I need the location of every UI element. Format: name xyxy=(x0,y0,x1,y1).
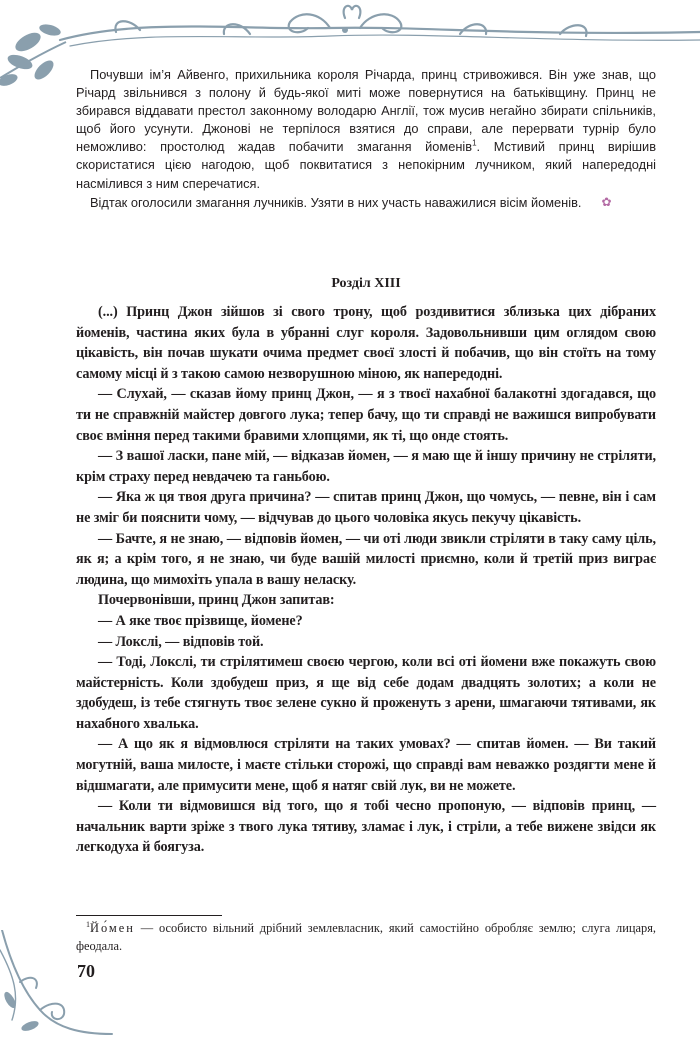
intro-paragraph: Відтак оголосили змагання лучників. Узяти в них участь наважилися вісім йоменів. ✿ xyxy=(90,194,612,210)
story-paragraph: — Локслі, — відповів той. xyxy=(98,633,264,650)
story-paragraph: — З вашої ласки, пане мій, — відказав йомен, — я маю ще й іншу причину не стріляти, крім страху перед невдачею та ганьбою. xyxy=(76,448,656,485)
footnote-mark: 1 xyxy=(86,919,90,929)
footnote xyxy=(76,920,656,955)
footnote-divider xyxy=(76,915,222,916)
footnote-reference[interactable]: 1 xyxy=(472,139,477,149)
intro-text xyxy=(76,66,656,212)
story-paragraph: — Тоді, Локслі, ти стрілятимеш своєю чергою, коли всі оті йомени вже покажуть свою майстерність. Коли здобудеш приз, я ще від себе додам двадцять золотих; а коли не здобудеш, із тебе стягнуть твоє зелене сукно й проженуть з арени, шмагаючи тятивами, як нахабного хвалька. xyxy=(76,654,656,732)
story-paragraph: — Коли ти відмовишся від того, що я тобі чесно пропоную, — відповів принц, — начальник варти зріже з твого лука тятиву, зламає і лук, і стріли, а тебе вижене звідси як легкодуха й боягуза. xyxy=(76,798,656,856)
story-paragraph: — Слухай, — сказав йому принц Джон, — я з твоєї нахабної балакотні здогадався, що ти не справжній майстер довгого лука; тепер бачу, що ти справді не важишся випробувати своє вміння перед такими бравими хлопцями, як ті, що онде стоять. xyxy=(76,386,656,444)
intro-paragraph: Почувши ім’я Айвенго, прихильника короля Річарда, принц стривожився. Він уже знав, що Річард звільнився з полону й будь-якої миті може повернутися на батьківщину. Принц не збирався віддавати престол законному володарю Англії, тож мусив негайно збирати спільників, щоб його усунути. Джонові не терпілося взятися до справи, але перервати турнір було неможливо: простолюд жадав побачити змагання йоменів$^1$. Мстивий принц вирішив скористатися цією нагодою, щоб поквитатися з непокірним лучником, який напередодні насмілився з ним сперечатися. xyxy=(76,67,657,191)
story-paragraph: (...) Принц Джон зійшов зі свого трону, щоб роздивитися зблизька цих дібраних йоменів, частина яких була в убранні слуг короля. Задовольнивши цим оглядом свою цікавість, він почав шукати очима предмет своєї злості й побачив, що він стоїть на тому самому місці й з такою самою незворушною міною, як напередодні. xyxy=(76,304,656,382)
footnote-term: Йо́мен xyxy=(90,921,135,935)
story-paragraph: — А яке твоє прізвище, йомене? xyxy=(98,612,303,629)
page-number: 70 xyxy=(77,961,95,981)
bottom-floral-ornament xyxy=(0,930,120,1037)
story-paragraph: Почервонівши, принц Джон запитав: xyxy=(98,592,335,609)
story-paragraph: — А що як я відмовлюся стріляти на таких умовах? — спитав йомен. — Ви такий могутній, ваша милосте, і маєте стільки сторожі, що справді вам неважко роздягти мене й відшмагати, але примусити мене, щоб я натяг свій лук, ви не можете. xyxy=(76,736,656,794)
story-paragraph: — Бачте, я не знаю, — відповів йомен, — чи оті люди звикли стріляти в таку саму ціль, як я; а крім того, я не знаю, чи буде вашій милості приємно, коли й третій приз виграє людина, що мимохіть упала в вашу неласку. xyxy=(76,530,656,588)
story-text xyxy=(76,302,656,858)
chapter-title: Розділ XIII xyxy=(331,276,401,291)
footnote-definition: — особисто вільний дрібний землевласник, який самостійно обробляє землю; слуга лицаря, феодала. xyxy=(76,921,656,953)
story-paragraph: — Яка ж ця твоя друга причина? — спитав принц Джон, що чомусь, — певне, він і сам не зміг би пояснити чому, — відчував до цього чоловіка якусь пекучу цікавість. xyxy=(76,489,656,526)
flower-icon: ✿ xyxy=(601,194,612,209)
